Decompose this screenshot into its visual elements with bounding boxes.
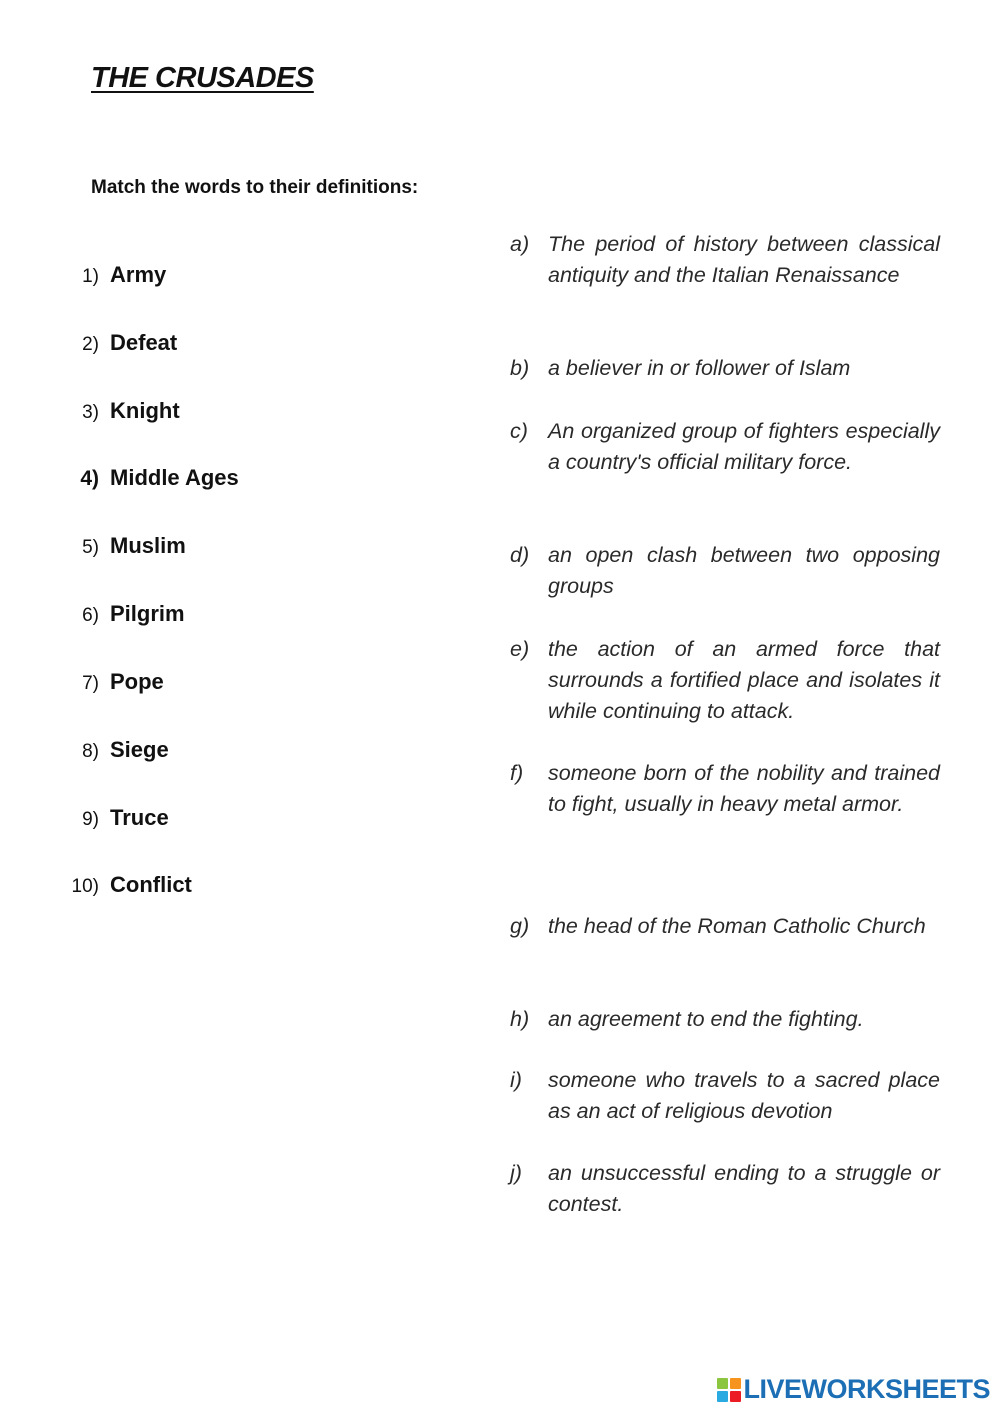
definition-letter: b) [510,356,530,380]
liveworksheets-logo-icon [717,1378,741,1402]
definition-item[interactable] [510,634,940,727]
word-number: 4) [80,467,99,490]
word-term: Army [110,262,167,287]
instruction-text: Match the words to their definitions: [91,177,419,198]
logo-block [730,1391,741,1402]
logo-block [717,1391,728,1402]
definition-item[interactable] [510,540,940,602]
word-term: Muslim [110,533,186,558]
definition-text: the head of the Roman Catholic Church [548,914,926,938]
definition-item[interactable] [510,758,940,820]
word-number: 1) [82,266,99,287]
definition-letter: c) [510,419,528,443]
word-item[interactable] [0,872,192,902]
definition-text: someone born of the nobility and trained to fight, usually in heavy metal armor. [548,761,940,816]
definition-text: an open clash between two opposing groups [548,543,940,598]
definition-letter: a) [510,232,530,256]
definition-text: an agreement to end the fighting. [548,1007,864,1031]
definition-letter: h) [510,1007,530,1031]
word-number: 10) [71,876,99,897]
word-number: 8) [82,741,99,762]
definition-item[interactable] [510,229,940,291]
definition-item[interactable] [510,1004,940,1035]
liveworksheets-brand[interactable] [717,1374,990,1405]
logo-block [730,1378,741,1389]
word-item[interactable] [0,533,186,563]
definition-text: someone who travels to a sacred place as an act of religious devotion [548,1068,940,1123]
definition-text: an unsuccessful ending to a struggle or contest. [548,1161,940,1216]
word-item[interactable] [0,737,169,767]
word-number: 9) [82,809,99,830]
definition-item[interactable] [510,416,940,478]
word-item[interactable] [0,465,239,495]
word-number: 2) [82,334,99,355]
word-term: Truce [110,805,169,830]
definition-text: the action of an armed force that surrounds a fortified place and isolates it while continuing to attack. [548,637,940,723]
page-title: THE CRUSADES [91,62,314,94]
word-item[interactable] [0,805,169,835]
definition-letter: i) [510,1068,522,1092]
brand-name: LIVEWORKSHEETS [743,1374,990,1404]
word-number: 6) [82,605,99,626]
definition-item[interactable] [510,911,940,942]
word-term: Pilgrim [110,601,185,626]
definition-letter: d) [510,543,530,567]
definition-letter: g) [510,914,530,938]
logo-block [717,1378,728,1389]
definition-text: a believer in or follower of Islam [548,356,851,380]
word-item[interactable] [0,330,177,360]
definition-letter: j) [510,1161,522,1185]
definition-text: An organized group of fighters especially a country's official military force. [548,419,940,474]
word-item[interactable] [0,398,180,428]
word-number: 5) [82,537,99,558]
word-term: Siege [110,737,169,762]
definition-item[interactable] [510,353,940,384]
definition-letter: e) [510,637,530,661]
word-term: Knight [110,398,180,423]
word-term: Middle Ages [110,465,239,490]
word-term: Pope [110,669,164,694]
word-item[interactable] [0,262,166,292]
definition-item[interactable] [510,1158,940,1220]
word-item[interactable] [0,601,185,631]
word-number: 3) [82,402,99,423]
definition-item[interactable] [510,1065,940,1127]
word-term: Defeat [110,330,178,355]
word-item[interactable] [0,669,164,699]
word-number: 7) [82,673,99,694]
word-term: Conflict [110,872,192,897]
definition-letter: f) [510,761,524,785]
definition-text: The period of history between classical antiquity and the Italian Renaissance [548,232,940,287]
